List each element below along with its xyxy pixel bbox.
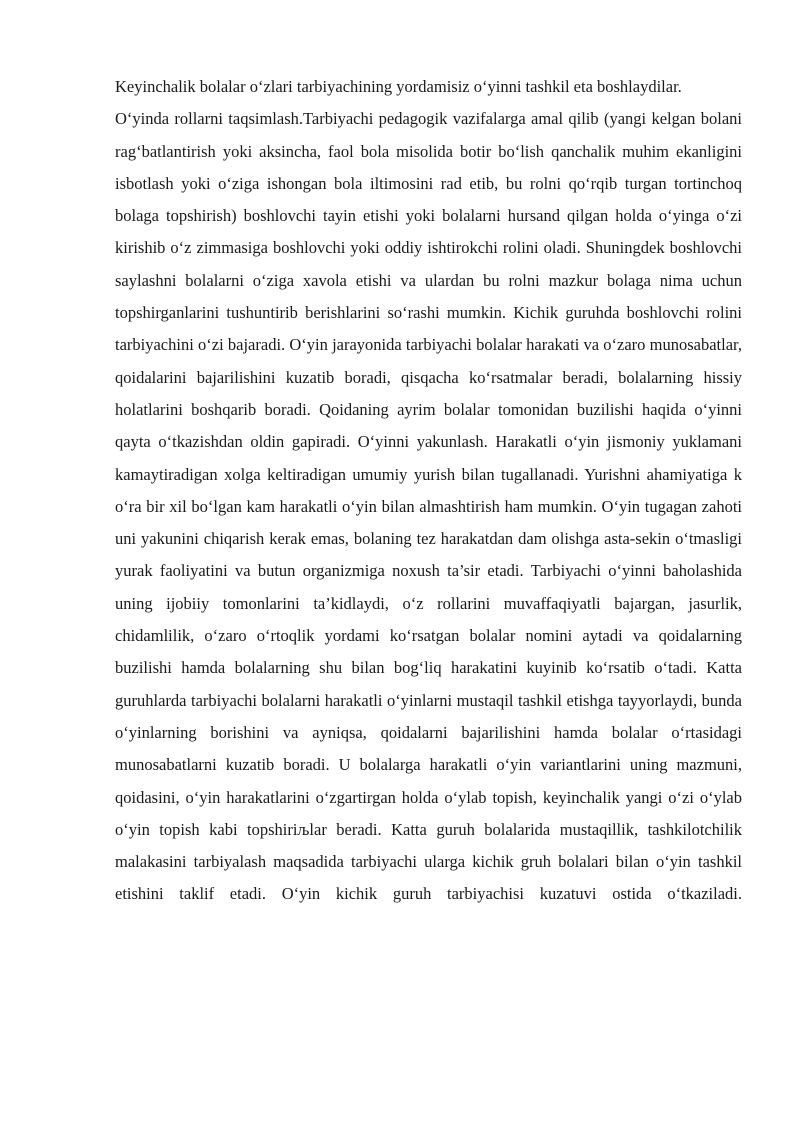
body-text (115, 71, 742, 911)
paragraph-intro: Keyinchalik bolalar o‘zlari tarbiyachining yordamisiz o‘yinni tashkil eta boshlaydilar. (115, 77, 682, 96)
paragraph-main: O‘yinda rollarni taqsimlash.Tarbiyachi pedagogik vazifalarga amal qilib (yangi kelgan bolani rag‘batlantirish yoki aksincha, faol bola misolida botir bo‘lish qanchalik muhim ekanligini isbotlash yoki o‘ziga ishongan bola iltimosini rad etib, bu rolni qo‘rqib turgan tortinchoq bolaga topshirish) boshlovchi tayin etishi yoki bolalarni hursand qilgan holda o‘yinga o‘zi kirishib o‘z zimmasiga boshlovchi yoki oddiy ishtirokchi rolini oladi. Shuningdek boshlovchi saylashni bolalarni o‘ziga xavola etishi va ulardan bu rolni mazkur bolaga nima uchun topshirganlarini tushuntirib berishlarini so‘rashi mumkin. Kichik guruhda boshlovchi rolini tarbiyachini o‘zi bajaradi. O‘yin jarayonida tarbiyachi bolalar harakati va o‘zaro munosabatlar, qoidalarini bajarilishini kuzatib boradi, qisqacha ko‘rsatmalar beradi, bolalarning hissiy holatlarini boshqarib boradi. Qoidaning ayrim bolalar tomonidan buzilishi haqida o‘yinni qayta o‘tkazishdan oldin gapiradi. O‘yinni yakunlash. Harakatli o‘yin jismoniy yuklamani kamaytiradigan xolga keltiradigan umumiy yurish bilan tugallanadi. Yurishni ahamiyatiga k o‘ra bir xil bo‘lgan kam harakatli o‘yin bilan almashtirish ham mumkin. O‘yin tugagan zahoti uni yakunini chiqarish kerak emas, bolaning tez harakatdan dam olishga asta-sekin o‘tmasligi yurak faoliyatini va butun organizmiga noxush ta’sir etadi. Tarbiyachi o‘yinni baholashida uning ijobiiy tomonlarini ta’kidlaydi, o‘z rollarini muvaffaqiyatli bajargan, jasurlik, chidamlilik, o‘zaro o‘rtoqlik yordami ko‘rsatgan bolalar nomini aytadi va qoidalarning buzilishi hamda bolalarning shu bilan bog‘liq harakatini kuyinib ko‘rsatib o‘tadi. Katta guruhlarda tarbiyachi bolalarni harakatli o‘yinlarni mustaqil tashkil etishga tayyorlaydi, bunda o‘yinlarning borishini va ayniqsa, qoidalarni bajarilishini hamda bolalar o‘rtasidagi munosabatlarni kuzatib boradi. U bolalarga harakatli o‘yin variantlarini uning mazmuni, qoidasini, o‘yin harakatlarini o‘zgartirgan holda o‘ylab topish, keyinchalik yangi o‘zi o‘ylab o‘yin topish kabi topshiriљlar beradi. Katta guruh bolalarida mustaqillik, tashkilotchilik malakasini tarbiyalash maqsadida tarbiyachi ularga kichik gruh bolalari bilan o‘yin tashkil etishini taklif etadi. O‘yin kichik guruh tarbiyachisi kuzatuvi ostida o‘tkaziladi. (115, 109, 742, 904)
